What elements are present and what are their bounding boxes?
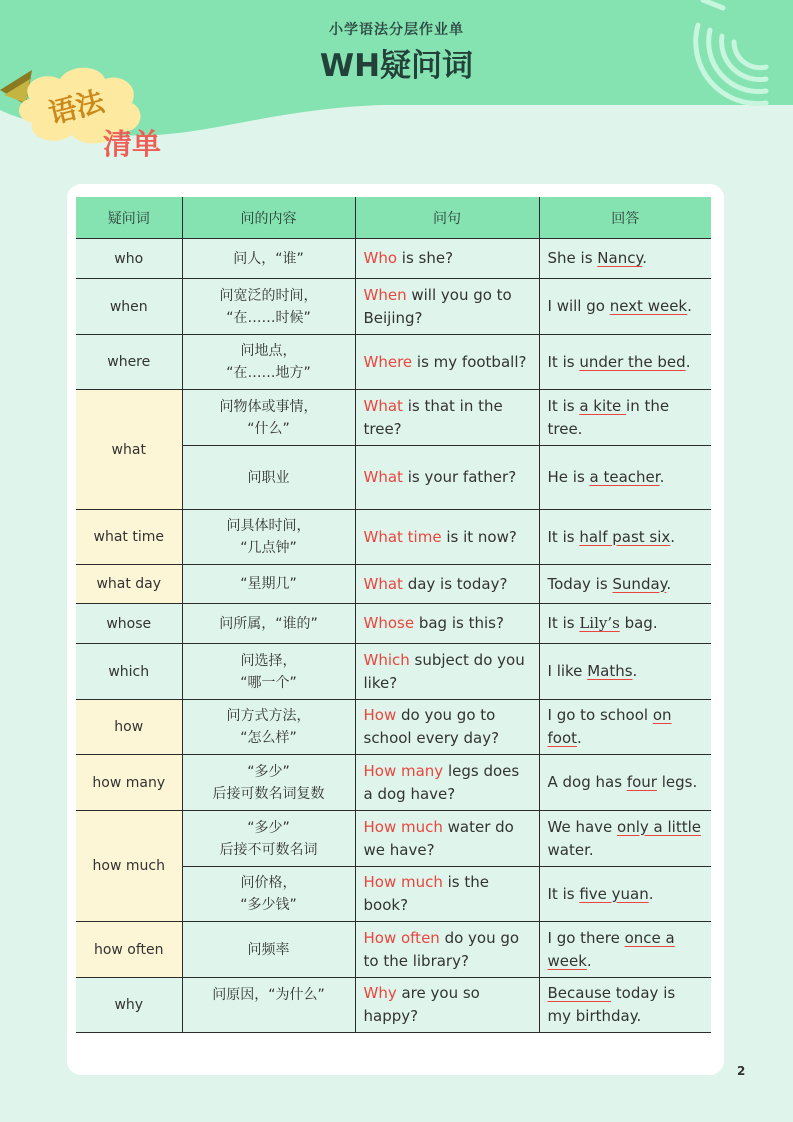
table-row [76,755,711,811]
header-wh-word: 疑问词 [76,197,182,239]
question-content: 问职业 [182,446,355,510]
example-question: What is your father? [355,446,539,510]
table-row [76,510,711,565]
wh-word: where [76,335,182,390]
table-row [76,978,711,1033]
question-content: 问地点， “在……地方” [182,335,355,390]
badge-list-text: 清单 [103,127,162,161]
example-question: Where is my football? [355,335,539,390]
example-question: How much water do we have? [355,811,539,867]
header-answer: 回答 [539,197,711,239]
question-content: 问频率 [182,922,355,978]
wh-word: what time [76,510,182,565]
example-answer: It is under the bed. [539,335,711,390]
example-question: What time is it now? [355,510,539,565]
example-answer: It is half past six. [539,510,711,565]
page-title: WH疑问词 [319,48,474,84]
header-content: 问的内容 [182,197,355,239]
example-answer: It is Lily’s bag. [539,604,711,644]
wh-word: how many [76,755,182,811]
example-answer: We have only a little water. [539,811,711,867]
question-content: 问价格， “多少钱” [182,867,355,922]
example-question: Which subject do you like? [355,644,539,700]
table-row [76,565,711,604]
table-row [76,644,711,700]
example-question: When will you go to Beijing? [355,279,539,335]
wh-word: whose [76,604,182,644]
wh-word: why [76,978,182,1033]
example-question: What is that in the tree? [355,390,539,446]
example-question: What day is today? [355,565,539,604]
question-content: “星期几” [182,565,355,604]
example-answer: Today is Sunday. [539,565,711,604]
example-question: How do you go to school every day? [355,700,539,755]
wh-word: how [76,700,182,755]
example-answer: I go to school on foot. [539,700,711,755]
example-answer: It is five yuan. [539,867,711,922]
example-answer: She is Nancy. [539,239,711,279]
question-content: 问所属，“谁的” [182,604,355,644]
example-answer: Because today is my birthday. [539,978,711,1033]
wh-word: when [76,279,182,335]
example-question: How many legs does a dog have? [355,755,539,811]
question-content: 问宽泛的时间， “在……时候” [182,279,355,335]
example-answer: A dog has four legs. [539,755,711,811]
wh-word: how often [76,922,182,978]
example-question: Who is she? [355,239,539,279]
question-content: 问具体时间， “几点钟” [182,510,355,565]
wh-word: what [76,390,182,510]
example-question: Why are you so happy? [355,978,539,1033]
header-question: 问句 [355,197,539,239]
table-row [76,239,711,279]
table-row [76,279,711,335]
badge-grammar-text: 语法 [45,84,108,131]
page-number: 2 [737,1064,746,1078]
wh-question-table [76,197,711,1033]
example-question: How much is the book? [355,867,539,922]
wh-word: which [76,644,182,700]
example-answer: I go there once a week. [539,922,711,978]
table-row [76,335,711,390]
table-row [76,922,711,978]
table-row [76,390,711,446]
example-answer: He is a teacher. [539,446,711,510]
table-row [76,700,711,755]
question-content: “多少” 后接可数名词复数 [182,755,355,811]
example-answer: It is a kite in the tree. [539,390,711,446]
header-subtitle: 小学语法分层作业单 [329,22,464,38]
question-content: 问选择， “哪一个” [182,644,355,700]
question-content: 问原因，“为什么” [182,978,355,1033]
table-header-row [76,197,711,239]
question-content: 问人，“谁” [182,239,355,279]
question-content: 问方式方法， “怎么样” [182,700,355,755]
wh-word: who [76,239,182,279]
example-question: How often do you go to the library? [355,922,539,978]
table-row [76,604,711,644]
wh-word: how much [76,811,182,922]
question-content: “多少” 后接不可数名词 [182,811,355,867]
example-question: Whose bag is this? [355,604,539,644]
example-answer: I like Maths. [539,644,711,700]
wh-word: what day [76,565,182,604]
table-row [76,811,711,867]
example-answer: I will go next week. [539,279,711,335]
question-content: 问物体或事情， “什么” [182,390,355,446]
